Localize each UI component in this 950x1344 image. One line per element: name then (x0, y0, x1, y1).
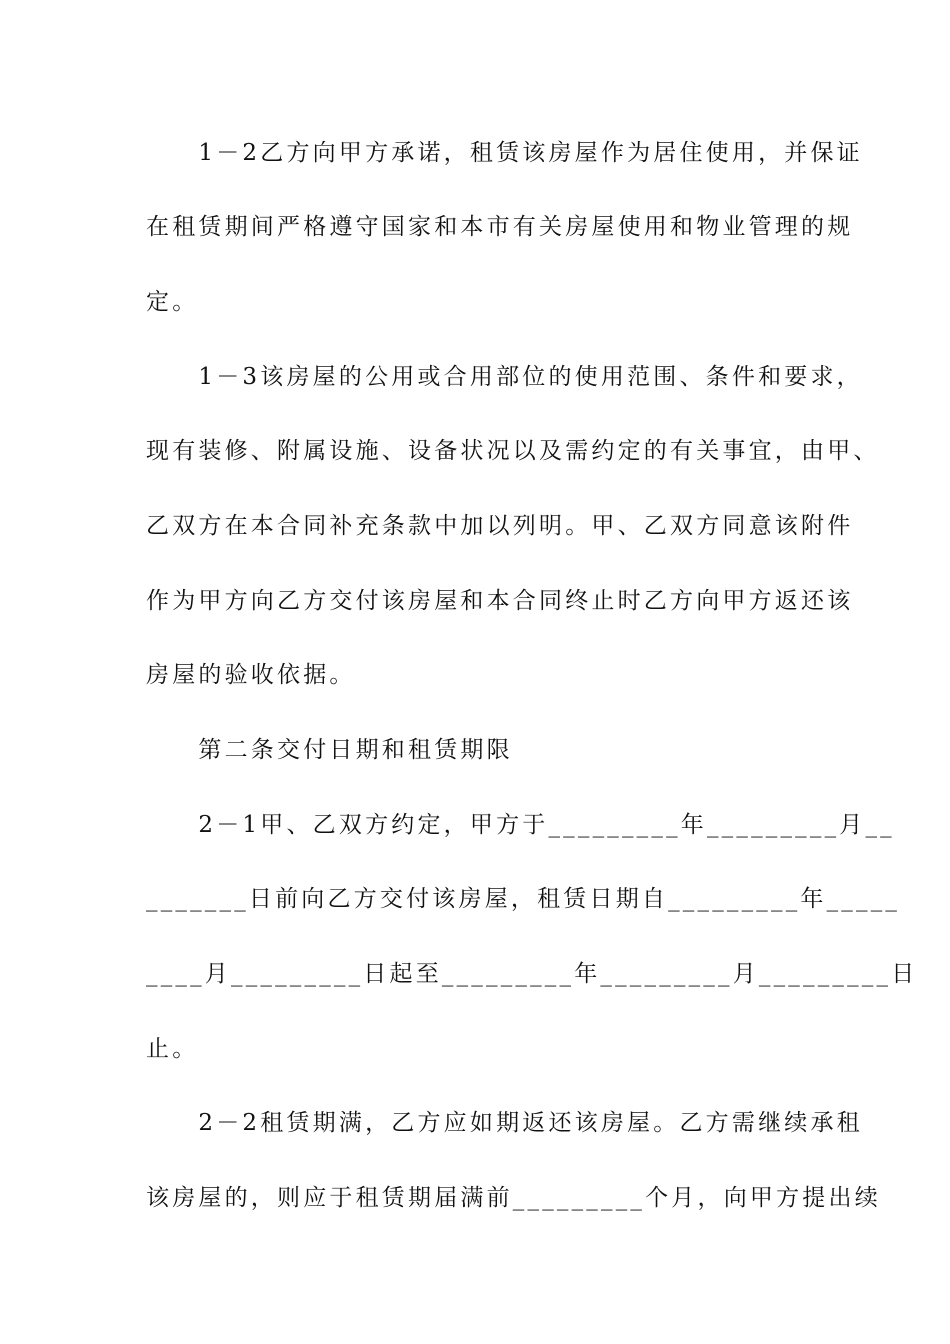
text-line-5: 现有装修、附属设施、设备状况以及需约定的有关事宜，由甲、 (146, 438, 880, 464)
text-line-15: 该房屋的，则应于租赁期届满前_________个月，向甲方提出续 (146, 1185, 881, 1211)
text-line-1: 1－2乙方向甲方承诺，租赁该房屋作为居住使用，并保证 (146, 140, 863, 166)
text-line-8: 房屋的验收依据。 (146, 662, 356, 688)
text-line-14: 2－2租赁期满，乙方应如期返还该房屋。乙方需继续承租 (146, 1110, 863, 1136)
text-line-13: 止。 (146, 1036, 199, 1062)
text-line-2: 在租赁期间严格遵守国家和本市有关房屋使用和物业管理的规 (146, 214, 854, 240)
text-line-3: 定。 (146, 289, 199, 315)
text-line-11: _______日前向乙方交付该房屋，租赁日期自_________年_____ (146, 886, 901, 912)
text-line-7: 作为甲方向乙方交付该房屋和本合同终止时乙方向甲方返还该 (146, 588, 854, 614)
text-line-10: 2－1甲、乙双方约定，甲方于_________年_________月__ (146, 812, 895, 838)
text-line-6: 乙双方在本合同补充条款中加以列明。甲、乙双方同意该附件 (146, 513, 854, 539)
text-line-12: ____月_________日起至_________年_________月_________日 (146, 961, 918, 987)
text-line-4: 1－3该房屋的公用或合用部位的使用范围、条件和要求， (146, 364, 863, 390)
section-heading: 第二条交付日期和租赁期限 (146, 737, 513, 763)
